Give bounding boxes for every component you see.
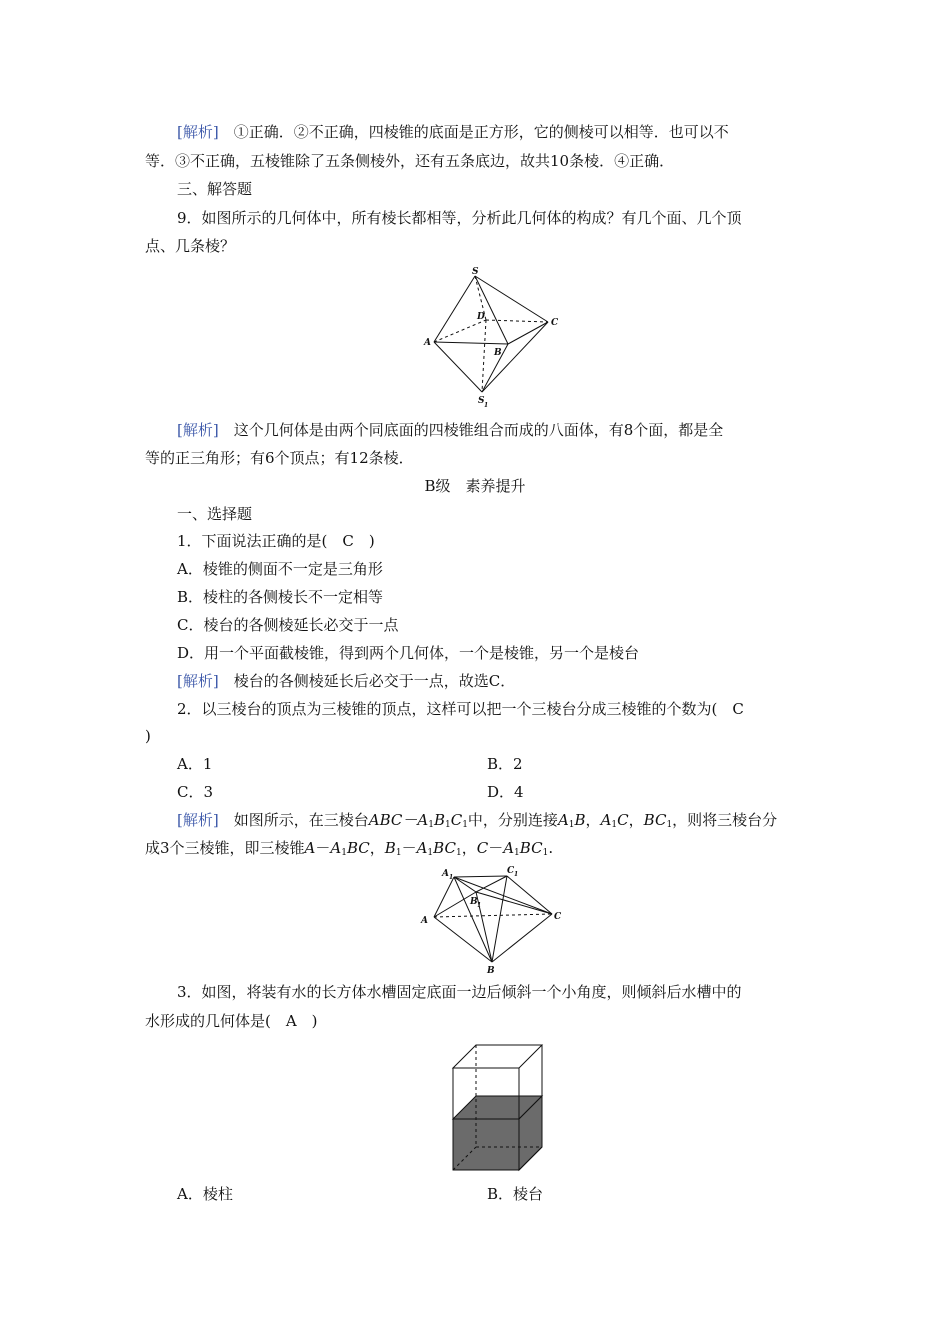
question-2-option-d: D．4 xyxy=(487,783,524,801)
analysis-text: 这个几何体是由两个同底面的四棱锥组合而成的八面体，有8个面，都是全 xyxy=(233,421,724,439)
question-1-stem: 1．下面说法正确的是( C ) xyxy=(177,532,375,550)
question-3-options-row xyxy=(177,1184,810,1204)
question-1-option-c: C．棱台的各侧棱延长必交于一点 xyxy=(177,616,399,634)
analysis-tag: [解析] xyxy=(177,672,219,690)
question-1-option-d: D．用一个平面截棱锥，得到两个几何体，一个是棱锥，另一个是棱台 xyxy=(177,644,640,662)
vertex-label-a: A xyxy=(424,338,431,348)
analysis-text: 棱台的各侧棱延长后必交于一点，故选C． xyxy=(233,672,516,690)
vertex-label-d: D xyxy=(477,312,485,322)
question-2-option-c: C．3 xyxy=(177,783,214,801)
vertex-label-s1-subscript: 1 xyxy=(484,402,489,409)
octahedron-figure xyxy=(418,262,568,412)
section-heading-3: 三、解答题 xyxy=(177,180,253,198)
question-9-analysis xyxy=(177,420,810,440)
analysis-tag: [解析] xyxy=(177,811,219,829)
question-2-analysis-cont: 成3个三棱锥，即三棱锥$A-A_1BC$，$B_1-A_1BC_1$，$C-A_1BC_1$. xyxy=(145,839,554,858)
question-2-option-a: A．1 xyxy=(177,755,213,773)
level-b-heading: B级 素养提升 xyxy=(424,477,526,495)
analysis-text-cont: 等．③不正确，五棱锥除了五条侧棱外，还有五条底边，故共10条棱．④正确． xyxy=(145,152,675,170)
vertex-label-b: B xyxy=(487,966,495,976)
vertex-label-c: C xyxy=(554,912,562,922)
frustum-figure xyxy=(412,862,577,980)
question-1-option-b: B．棱柱的各侧棱长不一定相等 xyxy=(177,588,384,606)
vertex-label-a: A xyxy=(421,916,428,926)
analysis-tag: [解析] xyxy=(177,123,219,141)
question-3-option-a: A．棱柱 xyxy=(177,1185,233,1203)
question-1-analysis xyxy=(177,671,810,691)
vertex-label-a1-subscript: 1 xyxy=(449,874,454,881)
question-2-stem: 2．以三棱台的顶点为三棱锥的顶点，这样可以把一个三棱台分成三棱锥的个数为( C xyxy=(177,700,744,718)
question-9-stem: 9．如图所示的几何体中，所有棱长都相等，分析此几何体的构成？有几个面、几个顶 xyxy=(177,209,742,227)
question-2-stem-cont: ) xyxy=(145,727,151,745)
analysis-tag: [解析] xyxy=(177,421,219,439)
analysis-text: ①正确．②不正确，四棱锥的底面是正方形，它的侧棱可以相等．也可以不 xyxy=(233,123,729,141)
question-3-option-b: B．棱台 xyxy=(487,1185,544,1203)
vertex-label-a1: A xyxy=(442,869,449,879)
vertex-label-b: B xyxy=(494,348,502,358)
vertex-label-b1: B xyxy=(470,897,478,907)
question-2-options-row-1 xyxy=(177,754,810,774)
vertex-label-s1: S xyxy=(478,396,485,406)
vertex-label-s: S xyxy=(472,267,479,277)
vertex-label-c: C xyxy=(551,318,559,328)
question-2-analysis: [解析] 如图所示，在三棱台$ABC-A_1B_1C_1$中，分别连接$A_1B$，$A_1C$，$BC_1$，则将三棱台分 xyxy=(177,811,778,830)
water-front-face xyxy=(453,1119,519,1170)
question-2-options-row-2 xyxy=(177,782,810,802)
vertex-label-c1-subscript: 1 xyxy=(514,871,519,878)
vertex-label-b1-subscript: 1 xyxy=(477,902,482,909)
question-3-stem-cont: 水形成的几何体是( A ) xyxy=(145,1012,318,1030)
question-9-stem-cont: 点、几条棱？ xyxy=(145,237,236,255)
question-2-option-b: B．2 xyxy=(487,755,523,773)
vertex-label-c1: C xyxy=(507,866,515,876)
question-1-option-a: A．棱锥的侧面不一定是三角形 xyxy=(177,560,383,578)
section-heading-1: 一、选择题 xyxy=(177,505,253,523)
water-tank-figure xyxy=(448,1040,548,1175)
question-3-stem: 3．如图，将装有水的长方体水槽固定底面一边后倾斜一个小角度，则倾斜后水槽中的 xyxy=(177,983,742,1001)
analysis-paragraph-1 xyxy=(177,122,810,142)
question-9-analysis-cont: 等的正三角形；有6个顶点；有12条棱． xyxy=(145,449,414,467)
